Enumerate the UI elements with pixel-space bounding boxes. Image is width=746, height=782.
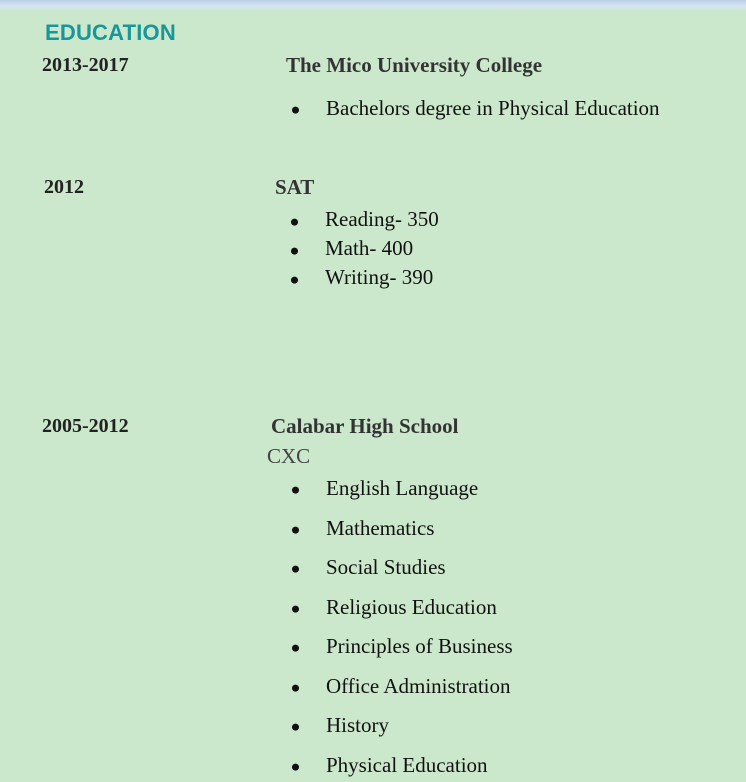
- list-item: Physical Education: [326, 751, 513, 779]
- list-item: English Language: [326, 474, 513, 514]
- bullet-icon: [292, 605, 299, 612]
- entry-institution: Calabar High School: [271, 414, 459, 438]
- entry-item-list: [326, 474, 513, 779]
- bullet-icon: [291, 218, 298, 225]
- list-item: Religious Education: [326, 593, 513, 633]
- list-item: Math- 400: [325, 234, 439, 263]
- bullet-icon: [292, 566, 299, 573]
- bullet-icon: [292, 684, 299, 691]
- bullet-icon: [292, 107, 299, 114]
- list-item: Office Administration: [326, 672, 513, 712]
- bullet-icon: [292, 526, 299, 533]
- entry-institution: The Mico University College: [286, 53, 543, 77]
- bullet-icon: [291, 276, 298, 283]
- entry-item-list: [326, 95, 660, 121]
- list-item: Principles of Business: [326, 632, 513, 672]
- entry-institution: SAT: [275, 175, 315, 199]
- bullet-icon: [292, 487, 299, 494]
- list-item: Reading- 350: [325, 205, 439, 234]
- list-item: Writing- 390: [325, 263, 439, 292]
- bullet-icon: [292, 724, 299, 731]
- entry-item-list: [325, 205, 439, 292]
- bullet-icon: [291, 247, 298, 254]
- bullet-icon: [292, 645, 299, 652]
- entry-years: 2013-2017: [42, 54, 129, 76]
- entry-years: 2005-2012: [42, 415, 129, 437]
- bullet-icon: [292, 763, 299, 770]
- entry-years: 2012: [44, 176, 84, 198]
- list-item: Mathematics: [326, 514, 513, 554]
- entry-subtitle: CXC: [267, 444, 311, 468]
- section-title: EDUCATION: [45, 20, 176, 45]
- window-top-bar: [0, 0, 746, 10]
- list-item: Social Studies: [326, 553, 513, 593]
- list-item: Bachelors degree in Physical Education: [326, 95, 660, 121]
- list-item: History: [326, 711, 513, 751]
